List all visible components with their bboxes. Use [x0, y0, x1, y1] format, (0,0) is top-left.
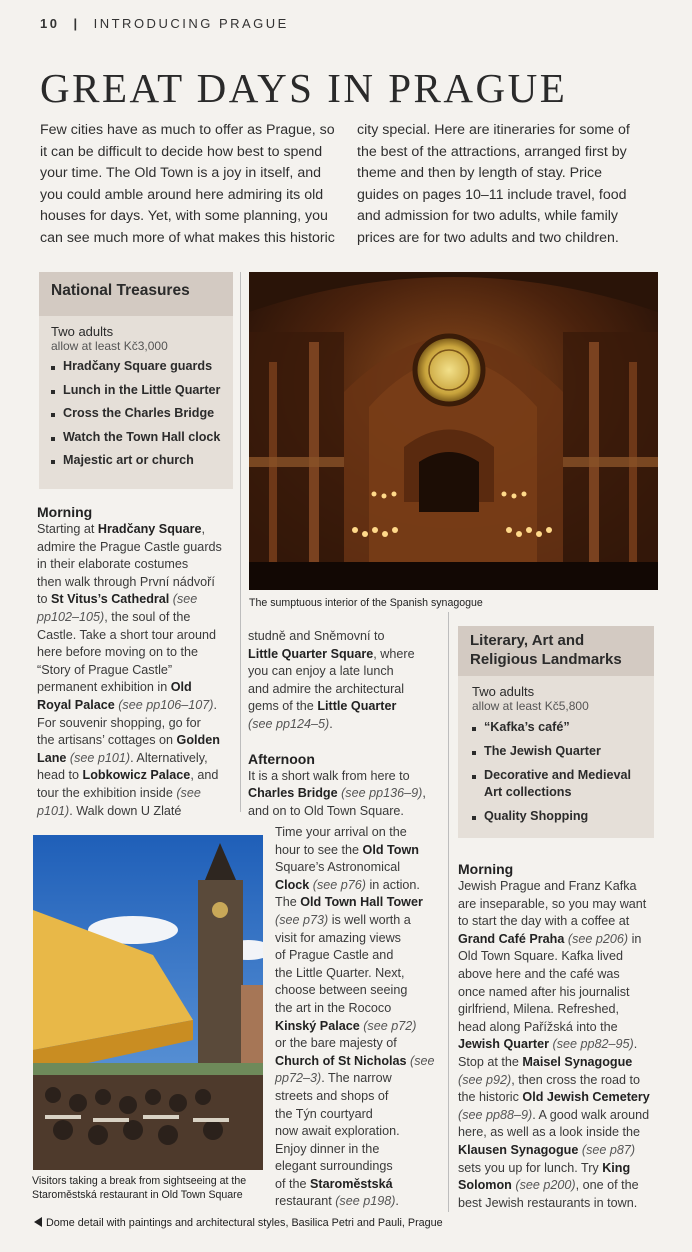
- text-line: head to Lobkowicz Palace, and: [37, 768, 219, 783]
- text-line: Little Quarter Square, where: [248, 646, 415, 661]
- text-line: here before moving on to the: [37, 645, 199, 660]
- list-item: Majestic art or church: [51, 453, 221, 477]
- text-line: then walk through První nádvoří: [37, 574, 215, 589]
- text-line: to St Vitus’s Cathedral (see: [37, 592, 198, 607]
- text-line: head along Pařížská into the: [458, 1019, 618, 1034]
- box-list: [472, 720, 642, 833]
- text-line: above here and the café was: [458, 966, 620, 981]
- column-divider: [240, 272, 241, 812]
- text-line: you can enjoy a late lunch: [248, 664, 394, 679]
- list-item-continued: Art collections: [484, 785, 572, 799]
- column-divider: [448, 612, 449, 1212]
- text-line: (see p92), then cross the road to: [458, 1072, 641, 1087]
- intro-column-1: [40, 120, 340, 250]
- text-line: Square’s Astronomical: [275, 860, 401, 875]
- text-line: elegant surroundings: [275, 1159, 393, 1174]
- text-line: Jewish Quarter (see pp82–95).: [458, 1037, 638, 1052]
- text-line: p101). Walk down U Zlaté: [37, 803, 182, 818]
- list-item: “Kafka’s café”: [472, 720, 642, 744]
- text-line: visit for amazing views: [275, 930, 401, 945]
- list-item: Watch the Town Hall clock: [51, 430, 221, 454]
- text-line: and on to Old Town Square.: [248, 803, 404, 818]
- national-treasures-morning: [37, 503, 237, 820]
- text-line: (see pp124–5).: [248, 716, 333, 731]
- text-line: are inseparable, so you may want: [458, 896, 647, 911]
- afternoon-continued: [275, 824, 445, 1211]
- list-item: Lunch in the Little Quarter: [51, 383, 221, 407]
- text-line: The Old Town Hall Tower: [275, 895, 423, 910]
- box-budget: allow at least Kč5,800: [472, 699, 589, 713]
- text-line: gems of the Little Quarter: [248, 699, 397, 714]
- text-line: admire the Prague Castle guards: [37, 539, 222, 554]
- list-item: The Jewish Quarter: [472, 744, 642, 768]
- body-text: [248, 768, 444, 821]
- text-line: studně and Sněmovní to: [248, 629, 385, 643]
- running-header: [40, 16, 289, 31]
- text-line: restaurant (see p198).: [275, 1194, 399, 1209]
- page-number: 10: [40, 16, 60, 31]
- text-line: “Story of Prague Castle”: [37, 662, 173, 677]
- text-line: sets you up for lunch. Try King: [458, 1160, 631, 1175]
- section-heading: Morning: [458, 861, 514, 877]
- synagogue-photo: [249, 272, 658, 590]
- text-line: Charles Bridge (see pp136–9),: [248, 786, 426, 801]
- box-heading-line: Religious Landmarks: [470, 651, 622, 668]
- list-item: Quality Shopping: [472, 809, 642, 833]
- text-line: tour the exhibition inside (see: [37, 785, 201, 800]
- text-line: the artisans’ cottages on Golden: [37, 733, 220, 748]
- square-caption: [32, 1174, 272, 1202]
- text-line: or the bare majesty of: [275, 1036, 397, 1051]
- text-line: best Jewish restaurants in town.: [458, 1195, 638, 1210]
- national-treasures-box: [39, 272, 233, 489]
- text-line: and admire the architectural: [248, 681, 405, 696]
- text-line: the historic Old Jewish Cemetery: [458, 1090, 650, 1105]
- text-line: once named after his journalist: [458, 984, 630, 999]
- text-line: (see pp88–9). A good walk around: [458, 1107, 650, 1122]
- text-line: Stop at the Maisel Synagogue: [458, 1054, 633, 1069]
- text-line: Jewish Prague and Franz Kafka: [458, 879, 637, 893]
- box-budget: allow at least Kč3,000: [51, 339, 168, 353]
- box-audience: Two adults: [51, 324, 114, 339]
- section-heading: Afternoon: [248, 750, 315, 767]
- text-line: pp72–3). The narrow: [275, 1071, 392, 1086]
- caption-line: Staroměstská restaurant in Old Town Square: [32, 1189, 243, 1201]
- section-title: INTRODUCING PRAGUE: [93, 16, 289, 31]
- literary-landmarks-box: [458, 626, 654, 838]
- text-line: hour to see the Old Town: [275, 842, 419, 857]
- box-heading: [458, 626, 654, 676]
- list-item: Decorative and Medieval: [472, 768, 642, 785]
- body-text: [458, 878, 668, 1212]
- footer-caption-text: Dome detail with paintings and architectural styles, Basilica Petri and Pauli, Prague: [46, 1217, 443, 1229]
- text-line: girlfriend, Milena. Refreshed,: [458, 1002, 619, 1017]
- body-text: [37, 521, 237, 820]
- list-item: Hradčany Square guards: [51, 359, 221, 383]
- text-line: to start the day with a coffee at: [458, 914, 630, 929]
- arrow-left-icon: [34, 1217, 42, 1227]
- text-line: Klausen Synagogue (see p87): [458, 1142, 636, 1157]
- text-line: pp102–105), the soul of the: [37, 609, 191, 624]
- intro-text-1: Few cities have as much to offer as Prague, so it can be difficult to decide how best to spend your time. The Old Town is a joy in itself, and you could amble around here admiring its old houses for days. Yet, with some planning, you can see much more of what makes this historic: [40, 122, 335, 246]
- text-line: Clock (see p76) in action.: [275, 877, 420, 892]
- box-list: [51, 359, 221, 477]
- text-line: It is a short walk from here to: [248, 768, 410, 783]
- text-line: Time your arrival on the: [275, 825, 407, 839]
- section-heading: Morning: [37, 504, 93, 520]
- caption-line: Visitors taking a break from sightseeing at the: [32, 1175, 247, 1187]
- text-line: streets and shops of: [275, 1088, 389, 1103]
- text-line: choose between seeing: [275, 983, 408, 998]
- synagogue-caption: The sumptuous interior of the Spanish synagogue: [249, 597, 483, 609]
- text-line: Kinský Palace (see p72): [275, 1018, 417, 1033]
- old-town-square-photo: [33, 835, 263, 1170]
- intro-column-2: [357, 120, 647, 250]
- national-treasures-continued: [248, 628, 444, 820]
- box-body: [39, 316, 233, 477]
- text-line: For souvenir shopping, go for: [37, 715, 201, 730]
- text-line: the Týn courtyard: [275, 1106, 373, 1121]
- text-line: in their elaborate costumes: [37, 557, 189, 572]
- box-heading: National Treasures: [39, 272, 233, 316]
- text-line: Lane (see p101). Alternatively,: [37, 750, 208, 765]
- intro-text-2: city special. Here are itineraries for some of the best of the attractions, arranged first by theme and then by length of stay. Price guides on pages 10–11 include travel, food and admission for two adults, while family prices are for two adults and two children.: [357, 122, 630, 246]
- text-line: Old Town Square. Kafka lived: [458, 949, 623, 964]
- text-line: Enjoy dinner in the: [275, 1141, 380, 1156]
- header-separator: |: [73, 16, 80, 31]
- text-line: Grand Café Praha (see p206) in: [458, 931, 642, 946]
- box-heading-line: Literary, Art and: [470, 632, 585, 649]
- text-line: Royal Palace (see pp106–107).: [37, 697, 217, 712]
- body-text: [275, 824, 445, 1211]
- text-line: the Little Quarter. Next,: [275, 965, 405, 980]
- text-line: of Prague Castle and: [275, 948, 394, 963]
- footer-caption: [34, 1216, 443, 1230]
- body-text: [248, 628, 444, 734]
- list-item: Cross the Charles Bridge: [51, 406, 221, 430]
- text-line: Solomon (see p200), one of the: [458, 1178, 639, 1193]
- text-line: now await exploration.: [275, 1124, 400, 1139]
- box-audience: Two adults: [472, 684, 535, 699]
- literary-morning: [458, 860, 668, 1212]
- page-title: GREAT DAYS IN PRAGUE: [40, 65, 568, 111]
- text-line: of the Staroměstská: [275, 1176, 393, 1191]
- text-line: here, as well as a look inside the: [458, 1125, 641, 1140]
- box-body: [458, 676, 654, 833]
- text-line: Church of St Nicholas (see: [275, 1053, 435, 1068]
- text-line: the art in the Rococo: [275, 1000, 392, 1015]
- text-line: Castle. Take a short tour around: [37, 627, 216, 642]
- text-line: Starting at Hradčany Square,: [37, 522, 205, 536]
- text-line: (see p73) is well worth a: [275, 912, 411, 927]
- text-line: permanent exhibition in Old: [37, 680, 192, 695]
